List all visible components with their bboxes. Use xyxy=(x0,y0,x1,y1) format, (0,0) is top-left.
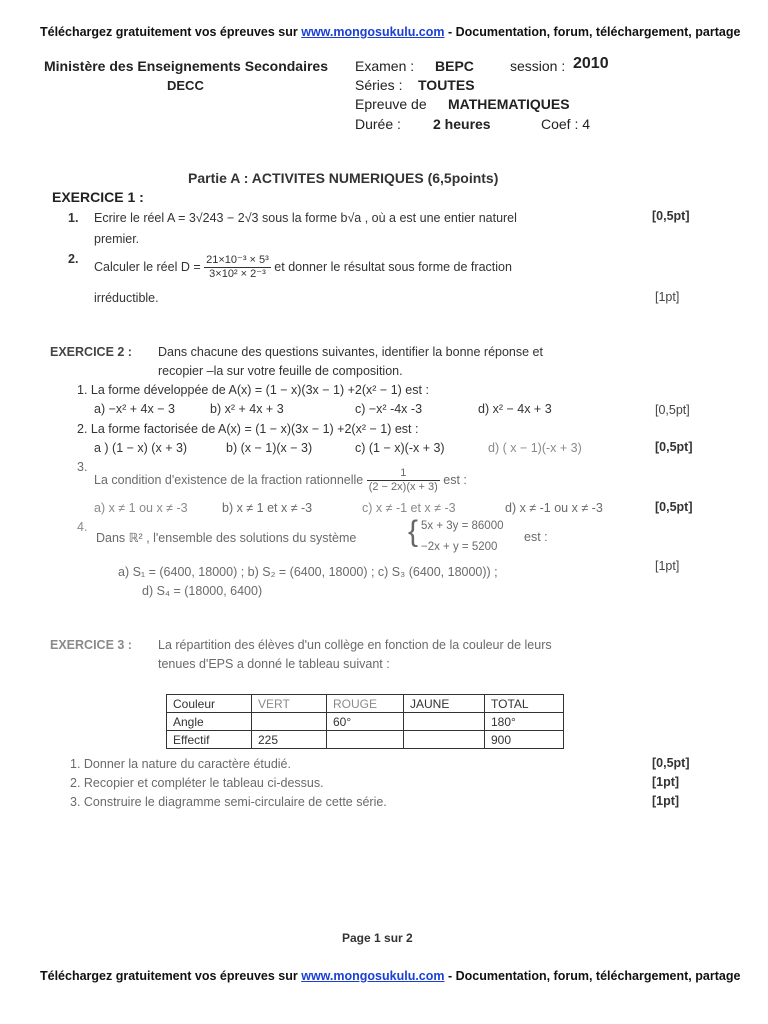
ex2-q1-b: b) x² + 4x + 3 xyxy=(210,402,284,416)
ex2-q2: 2. La forme factorisée de A(x) = (1 − x)(3x − 1) +2(x² − 1) est : xyxy=(77,422,419,436)
table-cell: Couleur xyxy=(167,695,252,713)
ex2-intro-b: recopier –la sur votre feuille de composition. xyxy=(158,364,403,378)
top-banner xyxy=(40,25,740,39)
session-label: session : xyxy=(510,58,566,74)
table-cell xyxy=(327,731,404,749)
ex1-q2-suffix: et donner le résultat sous forme de fraction xyxy=(274,259,512,274)
ex2-q1-a: a) −x² + 4x − 3 xyxy=(94,402,175,416)
ex1-q1-num: 1. xyxy=(68,211,79,225)
ex3-q3-points: [1pt] xyxy=(652,794,680,808)
banner-prefix: Téléchargez gratuitement vos épreuves sur xyxy=(40,25,298,39)
ex2-q4-eq2: −2x + y = 5200 xyxy=(421,541,498,553)
ex2-q4-text: Dans ℝ² , l'ensemble des solutions du système xyxy=(96,531,357,545)
ex2-q2-b: b) (x − 1)(x − 3) xyxy=(226,441,313,455)
ex1-q2-numerator: 21×10⁻³ × 5³ xyxy=(206,254,269,266)
table-cell: JAUNE xyxy=(404,695,485,713)
ex2-q1-points: [0,5pt] xyxy=(655,403,690,417)
table-cell: 225 xyxy=(252,731,327,749)
ex1-q2-points: [1pt] xyxy=(655,290,680,304)
table-cell xyxy=(404,713,485,731)
table-cell xyxy=(404,731,485,749)
table-cell: TOTAL xyxy=(485,695,564,713)
banner-link[interactable]: www.mongosukulu.com xyxy=(301,25,445,39)
ministry-title: Ministère des Enseignements Secondaires xyxy=(44,58,328,74)
series-value: TOUTES xyxy=(418,77,475,93)
ex2-q1-d: d) x² − 4x + 3 xyxy=(478,402,552,416)
coef-value: Coef : 4 xyxy=(541,116,591,132)
ex3-q2: 2. Recopier et compléter le tableau ci-dessus. xyxy=(70,776,324,790)
ex2-q3-points: [0,5pt] xyxy=(655,500,693,514)
table-cell: 60° xyxy=(327,713,404,731)
bottom-banner xyxy=(40,969,740,983)
ex1-q2-prefix: Calculer le réel D = xyxy=(94,259,201,274)
table-cell: Effectif xyxy=(167,731,252,749)
epreuve-label: Epreuve de xyxy=(355,96,427,112)
ex2-intro-a: Dans chacune des questions suivantes, identifier la bonne réponse et xyxy=(158,345,543,359)
ex2-q3-numerator: 1 xyxy=(367,467,440,481)
ex1-q2-fraction xyxy=(204,254,271,281)
table-cell: 900 xyxy=(485,731,564,749)
ex2-q4-suffix: est : xyxy=(524,530,548,544)
ex2-q3-a: a) x ≠ 1 ou x ≠ -3 xyxy=(94,501,188,515)
ex1-q2-num: 2. xyxy=(68,252,79,266)
banner-suffix: - Documentation, forum, téléchargement, partage xyxy=(448,969,741,983)
ex2-q4-d: d) S₄ = (18000, 6400) xyxy=(142,584,263,598)
ex3-intro-b: tenues d'EPS a donné le tableau suivant : xyxy=(158,657,390,671)
ex2-q3-c: c) x ≠ -1 et x ≠ -3 xyxy=(362,501,456,515)
eps-table xyxy=(166,694,564,749)
ex1-q2-line xyxy=(94,254,512,281)
table-row xyxy=(167,731,564,749)
duree-label: Durée : xyxy=(355,116,401,132)
ex2-q1-c: c) −x² -4x -3 xyxy=(355,402,423,416)
ex2-q2-c: c) (1 − x)(-x + 3) xyxy=(355,441,445,455)
ex2-q3-d: d) x ≠ -1 ou x ≠ -3 xyxy=(505,501,603,515)
session-value: 2010 xyxy=(573,55,609,72)
table-row xyxy=(167,713,564,731)
table-cell: 180° xyxy=(485,713,564,731)
ex2-q3-suffix: est : xyxy=(443,472,467,487)
ex2-q4-points: [1pt] xyxy=(655,559,680,573)
ex3-q1: 1. Donner la nature du caractère étudié. xyxy=(70,757,291,771)
ex2-q2-d: d) ( x − 1)(-x + 3) xyxy=(488,441,582,455)
ex2-q3-b: b) x ≠ 1 et x ≠ -3 xyxy=(222,501,313,515)
ex2-q4-a: a) S₁ = (6400, 18000) ; b) S₂ = (6400, 18000) ; c) S₃ (6400, 18000)) ; xyxy=(118,565,498,579)
system-brace-icon: { xyxy=(408,515,419,548)
banner-link[interactable]: www.mongosukulu.com xyxy=(301,969,445,983)
ex1-q1-points: [0,5pt] xyxy=(652,209,690,223)
ex1-title: EXERCICE 1 : xyxy=(52,189,144,205)
decc-label: DECC xyxy=(167,78,204,93)
epreuve-value: MATHEMATIQUES xyxy=(448,96,570,112)
table-cell: Angle xyxy=(167,713,252,731)
examen-value: BEPC xyxy=(435,58,474,74)
ex2-q3-fraction xyxy=(367,467,440,494)
ex2-q3-num: 3. xyxy=(77,460,88,474)
duree-value: 2 heures xyxy=(433,116,491,132)
ex2-q3-line xyxy=(94,467,467,494)
ex3-intro-a: La répartition des élèves d'un collège en fonction de la couleur de leurs xyxy=(158,638,552,652)
table-cell: ROUGE xyxy=(327,695,404,713)
ex3-q2-points: [1pt] xyxy=(652,775,680,789)
ex2-q3-denominator: (2 − 2x)(x + 3) xyxy=(368,481,438,493)
page-number: Page 1 sur 2 xyxy=(342,931,413,945)
banner-prefix: Téléchargez gratuitement vos épreuves sur xyxy=(40,969,298,983)
ex1-q2-denominator: 3×10² × 2⁻³ xyxy=(209,268,266,280)
ex2-q2-points: [0,5pt] xyxy=(655,440,693,454)
ex2-q3-text: La condition d'existence de la fraction rationnelle xyxy=(94,472,364,487)
ex3-q3: 3. Construire le diagramme semi-circulaire de cette série. xyxy=(70,795,387,809)
banner-suffix: - Documentation, forum, téléchargement, partage xyxy=(448,25,741,39)
ex1-q2-text-b: irréductible. xyxy=(94,291,159,305)
examen-label: Examen : xyxy=(355,58,415,74)
ex3-q1-points: [0,5pt] xyxy=(652,756,690,770)
ex2-title: EXERCICE 2 : xyxy=(50,345,132,359)
table-cell xyxy=(252,713,327,731)
series-label: Séries : xyxy=(355,77,403,93)
ex2-q4-eq1: 5x + 3y = 86000 xyxy=(421,520,504,532)
ex1-q1-text-b: premier. xyxy=(94,232,140,246)
partA-title: Partie A : ACTIVITES NUMERIQUES (6,5points) xyxy=(188,170,499,186)
table-row xyxy=(167,695,564,713)
ex3-title: EXERCICE 3 : xyxy=(50,638,132,652)
ex2-q2-a: a ) (1 − x) (x + 3) xyxy=(94,441,188,455)
table-cell: VERT xyxy=(252,695,327,713)
ex2-q1: 1. La forme développée de A(x) = (1 − x)(3x − 1) +2(x² − 1) est : xyxy=(77,383,429,397)
ex2-q4-num: 4. xyxy=(77,520,88,534)
ex1-q1-text: Ecrire le réel A = 3√243 − 2√3 sous la forme b√a , où a est une entier naturel xyxy=(94,211,517,225)
